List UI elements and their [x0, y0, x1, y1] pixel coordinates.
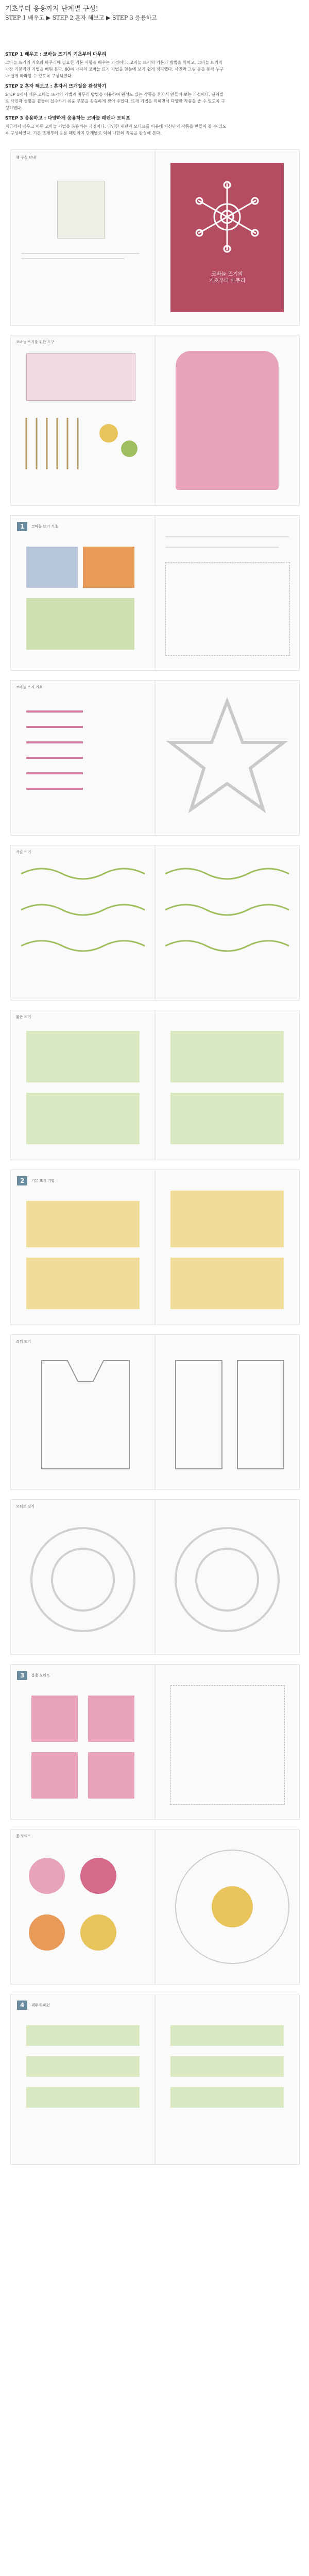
- sunflower-icon: [165, 1840, 299, 1974]
- page-fold: [154, 1010, 156, 1160]
- page-fold: [154, 335, 156, 505]
- step-badge: 3: [17, 1671, 27, 1680]
- step2-body: STEP 1에서 배운 코바늘 뜨기의 기법과 마무리 방법을 이용하여 완성도 있는 작품을 혼자서 만들어 보는 과정이다. 단계별로 사진과 설명을 곁들여 실수하기 쉬운 부분을 꼼꼼하게 짚어 주었다. 뜨개 기법을 익히면서 다양한 작품을 뜰 수 있도록 구성하였다.: [5, 92, 225, 110]
- pink-vest: [176, 351, 279, 490]
- intro-body: [5, 47, 227, 137]
- intro-title: 기초부터 응용까지 단계별 구성!: [5, 5, 98, 13]
- spread-12: [10, 1994, 300, 2165]
- page-fold: [154, 1335, 156, 1489]
- page-fold: [154, 1665, 156, 1819]
- edging-strip: [26, 2087, 140, 2108]
- step1-heading: STEP 1 배우고 : 코바늘 뜨기의 기초부터 마무리: [5, 52, 107, 57]
- page-fold: [154, 150, 156, 325]
- sample-blue: [26, 547, 78, 588]
- edging-strip: [26, 2056, 140, 2077]
- title-card: [57, 181, 105, 239]
- step-badge: 1: [17, 522, 27, 531]
- text-line: [21, 253, 140, 254]
- text-line: [21, 258, 124, 259]
- spread-label: 꽃 모티프: [16, 1834, 31, 1838]
- page-fold: [154, 516, 156, 670]
- step-badge: 2: [17, 1176, 27, 1185]
- spread-3: [10, 515, 300, 671]
- swatch-yellow: [26, 1258, 140, 1309]
- step2-heading: STEP 2 혼자 해보고 : 혼자서 뜨개질을 완성하기: [5, 84, 107, 89]
- step1-body: 코바늘 뜨기의 기초와 마무리에 필요한 기본 사항을 배우는 과정이다. 코바늘 뜨기의 기본과 방법을 익히고, 코바늘 뜨기의 가장 기본적인 기법을 배워 본다. 80여 가지의 코바늘 뜨기 기법을 한눈에 보기 쉽게 정리했다. 사진과 그림 등을 통해 누구나 쉽게 따라할 수 있도록 구성하였다.: [5, 60, 224, 78]
- spread-1: [10, 149, 300, 326]
- vest-pattern-icon: [21, 1350, 150, 1479]
- sample-green: [26, 598, 134, 650]
- spread-label: 응용 모티프: [31, 1673, 50, 1677]
- edging-strip: [170, 2087, 284, 2108]
- swatch-yellow: [170, 1258, 284, 1309]
- spread-7: [10, 1170, 300, 1325]
- spread-label: 코바늘 뜨기 기호: [16, 685, 43, 689]
- spread-label: 기본 뜨기 기법: [31, 1179, 55, 1183]
- spread-8: [10, 1334, 300, 1490]
- pink-motif: [88, 1696, 134, 1742]
- swatch-green: [170, 1093, 284, 1144]
- spread-label: 모티프 잇기: [16, 1504, 35, 1509]
- schematic-icon: [165, 1350, 294, 1479]
- crochet-hooks-icon: [21, 413, 145, 474]
- swatch-green: [26, 1093, 140, 1144]
- spread-label: 코바늘 뜨기 기초: [31, 524, 58, 529]
- step3-body: 지금까지 배우고 익힌 코바늘 기법을 응용하는 과정이다. 다양한 패턴과 모티프를 이용해 자신만의 작품을 만들어 볼 수 있도록 구성하였다. 기본 뜨개부터 응용 패턴까지 단계별로 익혀 나만의 작품을 완성해 본다.: [5, 124, 227, 135]
- spread-9: [10, 1499, 300, 1655]
- cover-title: 코바늘 뜨기의 기초부터 마무리: [209, 272, 246, 284]
- swatch-green: [26, 1031, 140, 1082]
- spread-2: [10, 335, 300, 506]
- hook-case: [26, 353, 135, 401]
- edging-strip: [170, 2025, 284, 2046]
- star-motif-icon: [160, 691, 294, 825]
- step3-heading: STEP 3 응용하고 : 다양하게 응용하는 코바늘 패턴과 모티프: [5, 116, 130, 121]
- spread-11: [10, 1829, 300, 1985]
- spread-label: 짧은 뜨기: [16, 1015, 31, 1019]
- swatch-yellow: [170, 1191, 284, 1247]
- intro-steps: STEP 1 배우고 ▶ STEP 2 혼자 해보고 ▶ STEP 3 응용하고: [5, 14, 157, 21]
- hook-sizes-icon: [21, 701, 145, 825]
- swatch-green: [170, 1031, 284, 1082]
- diagram-box: [165, 562, 290, 656]
- pink-motif: [31, 1752, 78, 1799]
- snowflake-motif-icon: [170, 168, 284, 266]
- spread-6: [10, 1010, 300, 1160]
- sample-orange: [83, 547, 134, 588]
- page-fold: [154, 1994, 156, 2164]
- text-line: [165, 536, 289, 537]
- page-fold: [154, 1829, 156, 1984]
- spread-label: 테두리 패턴: [31, 2003, 50, 2007]
- spread-label: 사슬 뜨기: [16, 850, 31, 854]
- swatch-yellow: [26, 1201, 140, 1247]
- pink-motif: [88, 1752, 134, 1799]
- pink-motif: [31, 1696, 78, 1742]
- page-fold: [154, 1170, 156, 1325]
- page-fold: [154, 681, 156, 835]
- flower-motif-icon: [16, 1845, 150, 1979]
- spread-5: [10, 845, 300, 1001]
- spread-label: 책 구성 안내: [16, 156, 36, 160]
- chain-diagram-icon: [11, 858, 299, 997]
- spread-label: 조끼 뜨기: [16, 1340, 31, 1344]
- spread-4: [10, 680, 300, 836]
- book-cover: [170, 163, 284, 312]
- intro-section: [0, 0, 309, 144]
- spread-label: 코바늘 뜨기를 위한 도구: [16, 340, 55, 344]
- doily-icon: [11, 1513, 299, 1652]
- edging-strip: [170, 2056, 284, 2077]
- edging-strip: [26, 2025, 140, 2046]
- text-line: [165, 547, 279, 548]
- step-badge: 4: [17, 2001, 27, 2010]
- spread-10: [10, 1664, 300, 1820]
- motif-chart: [170, 1685, 285, 1805]
